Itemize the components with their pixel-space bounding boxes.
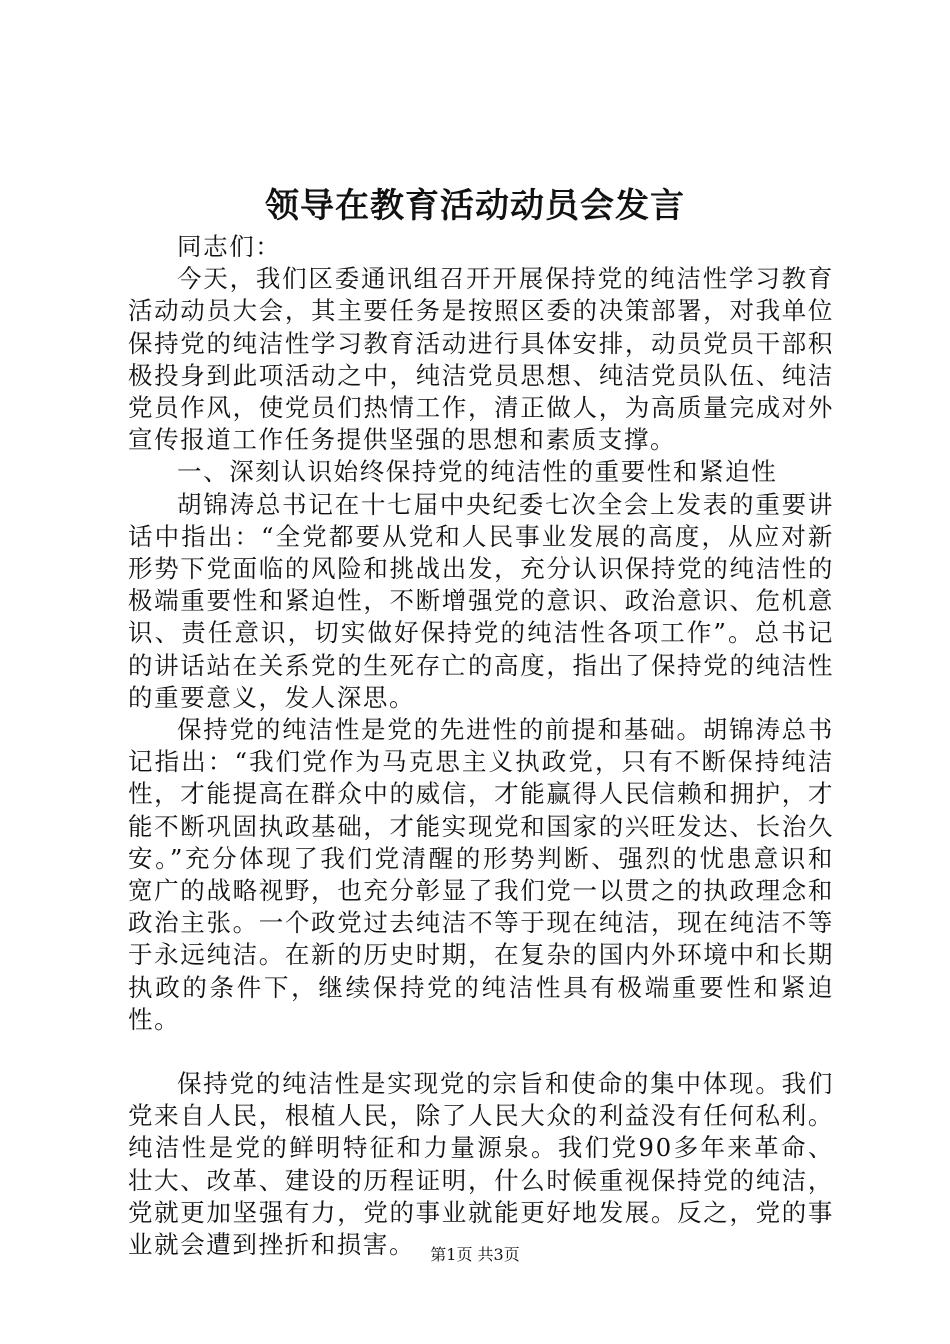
page-number-footer: 第1页 共3页 bbox=[430, 1245, 520, 1264]
document-title: 领导在教育活动动员会发言 bbox=[265, 186, 685, 226]
body-paragraph: 保持党的纯洁性是实现党的宗旨和使命的集中体现。我们党来自人民，根植人民，除了人民大众的利益没有任何私利。纯洁性是党的鲜明特征和力量源泉。我们党90多年来革命、壮大、改革、建设的历程证明，什么时候重视保持党的纯洁，党就更加坚强有力，党的事业就能更好地发展。反之，党的事业就会遭到挫折和损害。 bbox=[128, 1069, 834, 1260]
body-paragraph: 保持党的纯洁性是党的先进性的前提和基础。胡锦涛总书记指出：“我们党作为马克思主义执政党，只有不断保持纯洁性，才能提高在群众中的威信，才能赢得人民信赖和拥护，才能不断巩固执政基础，才能实现党和国家的兴旺发达、长治久安。”充分体现了我们党清醒的形势判断、强烈的忧患意识和宽广的战略视野，也充分彰显了我们党一以贯之的执政理念和政治主张。一个政党过去纯洁不等于现在纯洁，现在纯洁不等于永远纯洁。在新的历史时期，在复杂的国内外环境中和长期执政的条件下，继续保持党的纯洁性具有极端重要性和紧迫性。 bbox=[128, 715, 834, 1034]
intro-paragraph: 今天，我们区委通讯组召开开展保持党的纯洁性学习教育活动动员大会，其主要任务是按照区委的决策部署，对我单位保持党的纯洁性学习教育活动进行具体安排，动员党员干部积极投身到此项活动之中，纯洁党员思想、纯洁党员队伍、纯洁党员作风，使党员们热情工作，清正做人，为高质量完成对外宣传报道工作任务提供坚强的思想和素质支撑。 bbox=[128, 264, 834, 455]
salutation-paragraph: 同志们： bbox=[177, 232, 282, 261]
section-heading: 一、深刻认识始终保持党的纯洁性的重要性和紧迫性 bbox=[177, 457, 778, 487]
body-paragraph: 胡锦涛总书记在十七届中央纪委七次全会上发表的重要讲话中指出：“全党都要从党和人民事业发展的高度，从应对新形势下党面临的风险和挑战出发，充分认识保持党的纯洁性的极端重要性和紧迫性，不断增强党的意识、政治意识、危机意识、责任意识，切实做好保持党的纯洁性各项工作”。总书记的讲话站在关系党的生死存亡的高度，指出了保持党的纯洁性的重要意义，发人深思。 bbox=[128, 489, 834, 712]
document-body bbox=[128, 231, 834, 1261]
